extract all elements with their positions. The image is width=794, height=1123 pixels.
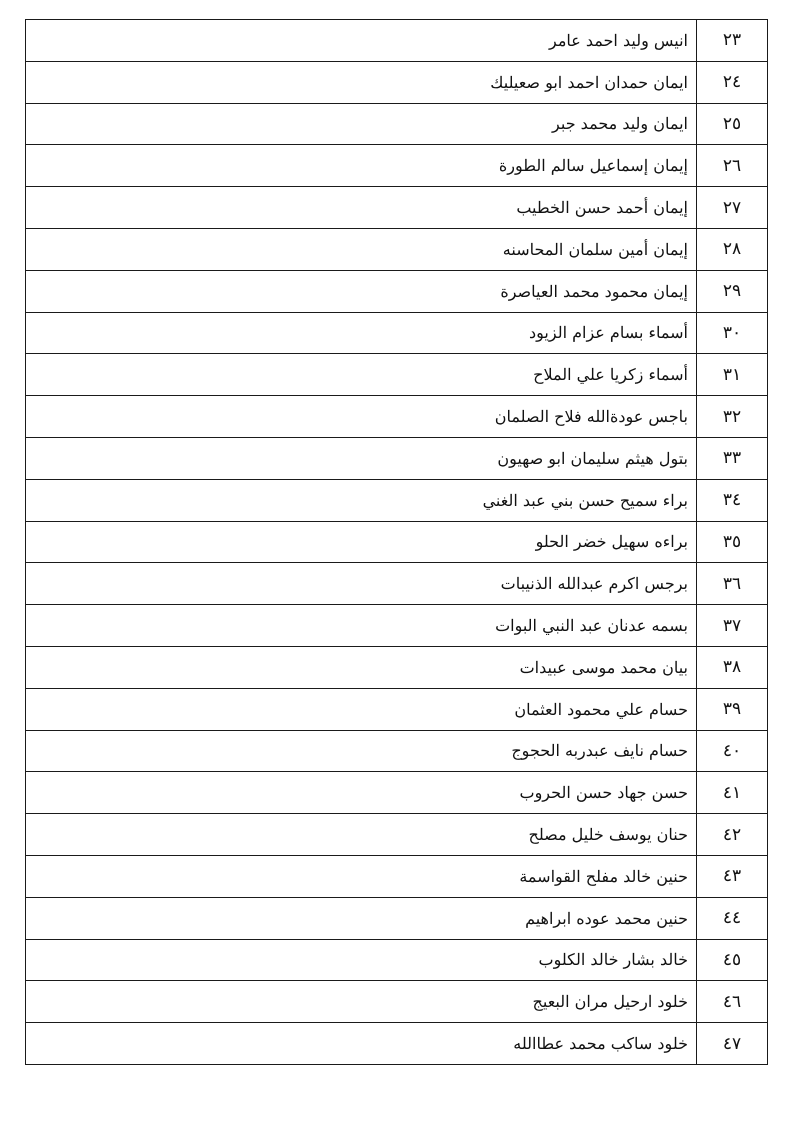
row-number: ٤٥ (697, 939, 768, 981)
table-row (26, 396, 768, 438)
student-name: ايمان وليد محمد جبر (26, 103, 697, 145)
row-number: ٣٩ (697, 688, 768, 730)
student-name: حنين محمد عوده ابراهيم (26, 897, 697, 939)
table-row (26, 228, 768, 270)
row-number: ٣٤ (697, 479, 768, 521)
table-row (26, 563, 768, 605)
student-name: حسن جهاد حسن الحروب (26, 772, 697, 814)
table-row (26, 270, 768, 312)
row-number: ٢٧ (697, 187, 768, 229)
table-row (26, 605, 768, 647)
student-name: براء سميح حسن بني عبد الغني (26, 479, 697, 521)
row-number: ٢٤ (697, 61, 768, 103)
table-row (26, 20, 768, 62)
row-number: ٣٧ (697, 605, 768, 647)
table-row (26, 312, 768, 354)
row-number: ٢٥ (697, 103, 768, 145)
row-number: ٢٣ (697, 20, 768, 62)
row-number: ٢٩ (697, 270, 768, 312)
student-name: إيمان أحمد حسن الخطيب (26, 187, 697, 229)
row-number: ٣١ (697, 354, 768, 396)
table-row (26, 61, 768, 103)
table-row (26, 145, 768, 187)
row-number: ٤٤ (697, 897, 768, 939)
row-number: ٤٠ (697, 730, 768, 772)
table-row (26, 897, 768, 939)
table-row (26, 1023, 768, 1065)
student-name: باجس عودةالله فلاح الصلمان (26, 396, 697, 438)
row-number: ٣٣ (697, 437, 768, 479)
table-row (26, 437, 768, 479)
row-number: ٢٨ (697, 228, 768, 270)
row-number: ٤٣ (697, 855, 768, 897)
student-name: خلود ساكب محمد عطاالله (26, 1023, 697, 1065)
student-name: إيمان محمود محمد العياصرة (26, 270, 697, 312)
names-table (25, 19, 768, 1065)
student-name: بسمه عدنان عبد النبي البوات (26, 605, 697, 647)
student-name: حنان يوسف خليل مصلح (26, 814, 697, 856)
row-number: ٣٦ (697, 563, 768, 605)
row-number: ٤٢ (697, 814, 768, 856)
table-row (26, 855, 768, 897)
table-row (26, 187, 768, 229)
table-row (26, 730, 768, 772)
row-number: ٣٠ (697, 312, 768, 354)
row-number: ٤٦ (697, 981, 768, 1023)
student-name: حسام نايف عبدربه الحجوج (26, 730, 697, 772)
table-row (26, 521, 768, 563)
table-row (26, 646, 768, 688)
table-row (26, 103, 768, 145)
student-name: خلود ارحيل مران البعيج (26, 981, 697, 1023)
student-name: برجس اكرم عبدالله الذنيبات (26, 563, 697, 605)
row-number: ٣٢ (697, 396, 768, 438)
table-row (26, 981, 768, 1023)
student-name: حنين خالد مفلح القواسمة (26, 855, 697, 897)
row-number: ٤١ (697, 772, 768, 814)
student-name: انيس وليد احمد عامر (26, 20, 697, 62)
student-name: أسماء بسام عزام الزيود (26, 312, 697, 354)
table-row (26, 688, 768, 730)
table-row (26, 354, 768, 396)
student-name: ايمان حمدان احمد ابو صعيليك (26, 61, 697, 103)
student-name: بتول هيثم سليمان ابو صهيون (26, 437, 697, 479)
row-number: ٢٦ (697, 145, 768, 187)
student-name: أسماء زكريا علي الملاح (26, 354, 697, 396)
row-number: ٣٨ (697, 646, 768, 688)
student-name: حسام علي محمود العثمان (26, 688, 697, 730)
student-name: إيمان إسماعيل سالم الطورة (26, 145, 697, 187)
names-table-body (26, 20, 768, 1065)
row-number: ٣٥ (697, 521, 768, 563)
table-row (26, 772, 768, 814)
student-name: خالد بشار خالد الكلوب (26, 939, 697, 981)
table-row (26, 814, 768, 856)
table-row (26, 479, 768, 521)
student-name: بيان محمد موسى عبيدات (26, 646, 697, 688)
table-row (26, 939, 768, 981)
student-name: إيمان أمين سلمان المحاسنه (26, 228, 697, 270)
student-name: براءه سهيل خضر الحلو (26, 521, 697, 563)
row-number: ٤٧ (697, 1023, 768, 1065)
